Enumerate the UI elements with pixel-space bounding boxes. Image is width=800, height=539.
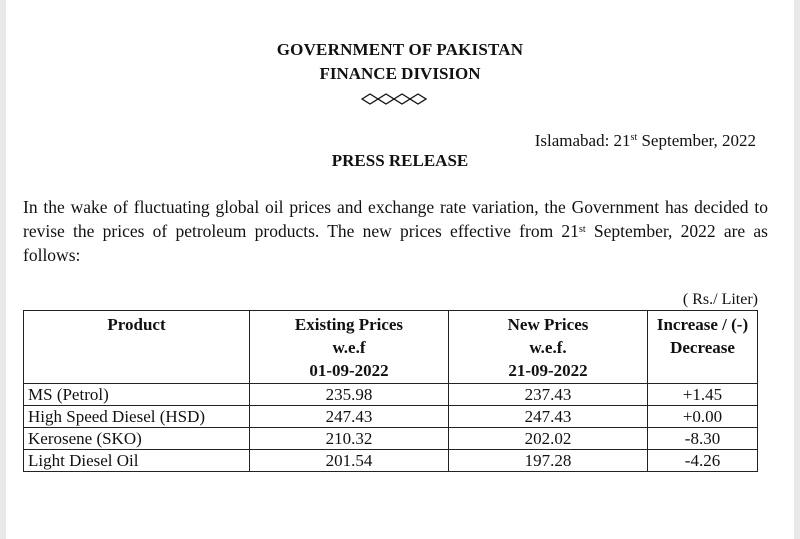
product-cell: Kerosene (SKO) xyxy=(24,428,250,450)
announcement-paragraph xyxy=(23,195,768,267)
header-change-line: Increase / (-) xyxy=(656,315,749,334)
dateline-suffix: September, 2022 xyxy=(637,131,756,150)
price-table xyxy=(23,310,758,472)
header-existing-line: Existing Prices xyxy=(294,315,404,334)
existing-price-cell: 210.32 xyxy=(250,428,449,450)
paragraph-text: In the wake of fluctuating global oil prices and exchange rate variation, the Government has decided to revise the prices of petroleum products. The new prices effective from 21 xyxy=(23,197,768,241)
header-new-line: w.e.f. xyxy=(529,338,567,357)
press-release-title: PRESS RELEASE xyxy=(331,151,469,170)
header-existing-line: w.e.f xyxy=(332,338,366,357)
change-cell: +0.00 xyxy=(648,406,758,428)
dateline xyxy=(535,131,756,151)
product-cell: MS (Petrol) xyxy=(24,384,250,406)
dateline-prefix: Islamabad: 21 xyxy=(534,131,631,150)
paragraph-text-end: September, 2022 are as follows: xyxy=(23,221,768,265)
table-row xyxy=(24,384,758,406)
header-product-label: Product xyxy=(107,315,166,334)
existing-price-cell: 247.43 xyxy=(250,406,449,428)
product-cell: Light Diesel Oil xyxy=(24,450,250,472)
new-price-cell: 237.43 xyxy=(449,384,648,406)
diamond-chain-ornament-icon xyxy=(360,92,430,106)
existing-price-cell: 235.98 xyxy=(250,384,449,406)
dateline-sup: st xyxy=(630,132,638,143)
unit-note: ( Rs./ Liter) xyxy=(682,291,758,308)
table-row xyxy=(24,428,758,450)
change-cell: -4.26 xyxy=(648,450,758,472)
header-new-line: 21-09-2022 xyxy=(508,361,588,380)
table-header-row xyxy=(24,311,758,384)
change-cell: +1.45 xyxy=(648,384,758,406)
table-row xyxy=(24,406,758,428)
header-existing-line: 01-09-2022 xyxy=(309,361,389,380)
product-cell: High Speed Diesel (HSD) xyxy=(24,406,250,428)
header-new-line: New Prices xyxy=(507,315,589,334)
header-change xyxy=(648,311,758,384)
existing-price-cell: 201.54 xyxy=(250,450,449,472)
header-product xyxy=(24,311,250,384)
header-existing-prices xyxy=(250,311,449,384)
change-cell: -8.30 xyxy=(648,428,758,450)
government-heading: GOVERNMENT OF PAKISTAN xyxy=(276,40,524,59)
division-heading: FINANCE DIVISION xyxy=(319,64,481,83)
header-new-prices xyxy=(449,311,648,384)
new-price-cell: 197.28 xyxy=(449,450,648,472)
table-row xyxy=(24,450,758,472)
new-price-cell: 247.43 xyxy=(449,406,648,428)
header-change-line: Decrease xyxy=(670,338,735,357)
paragraph-sup: st xyxy=(578,224,586,235)
new-price-cell: 202.02 xyxy=(449,428,648,450)
